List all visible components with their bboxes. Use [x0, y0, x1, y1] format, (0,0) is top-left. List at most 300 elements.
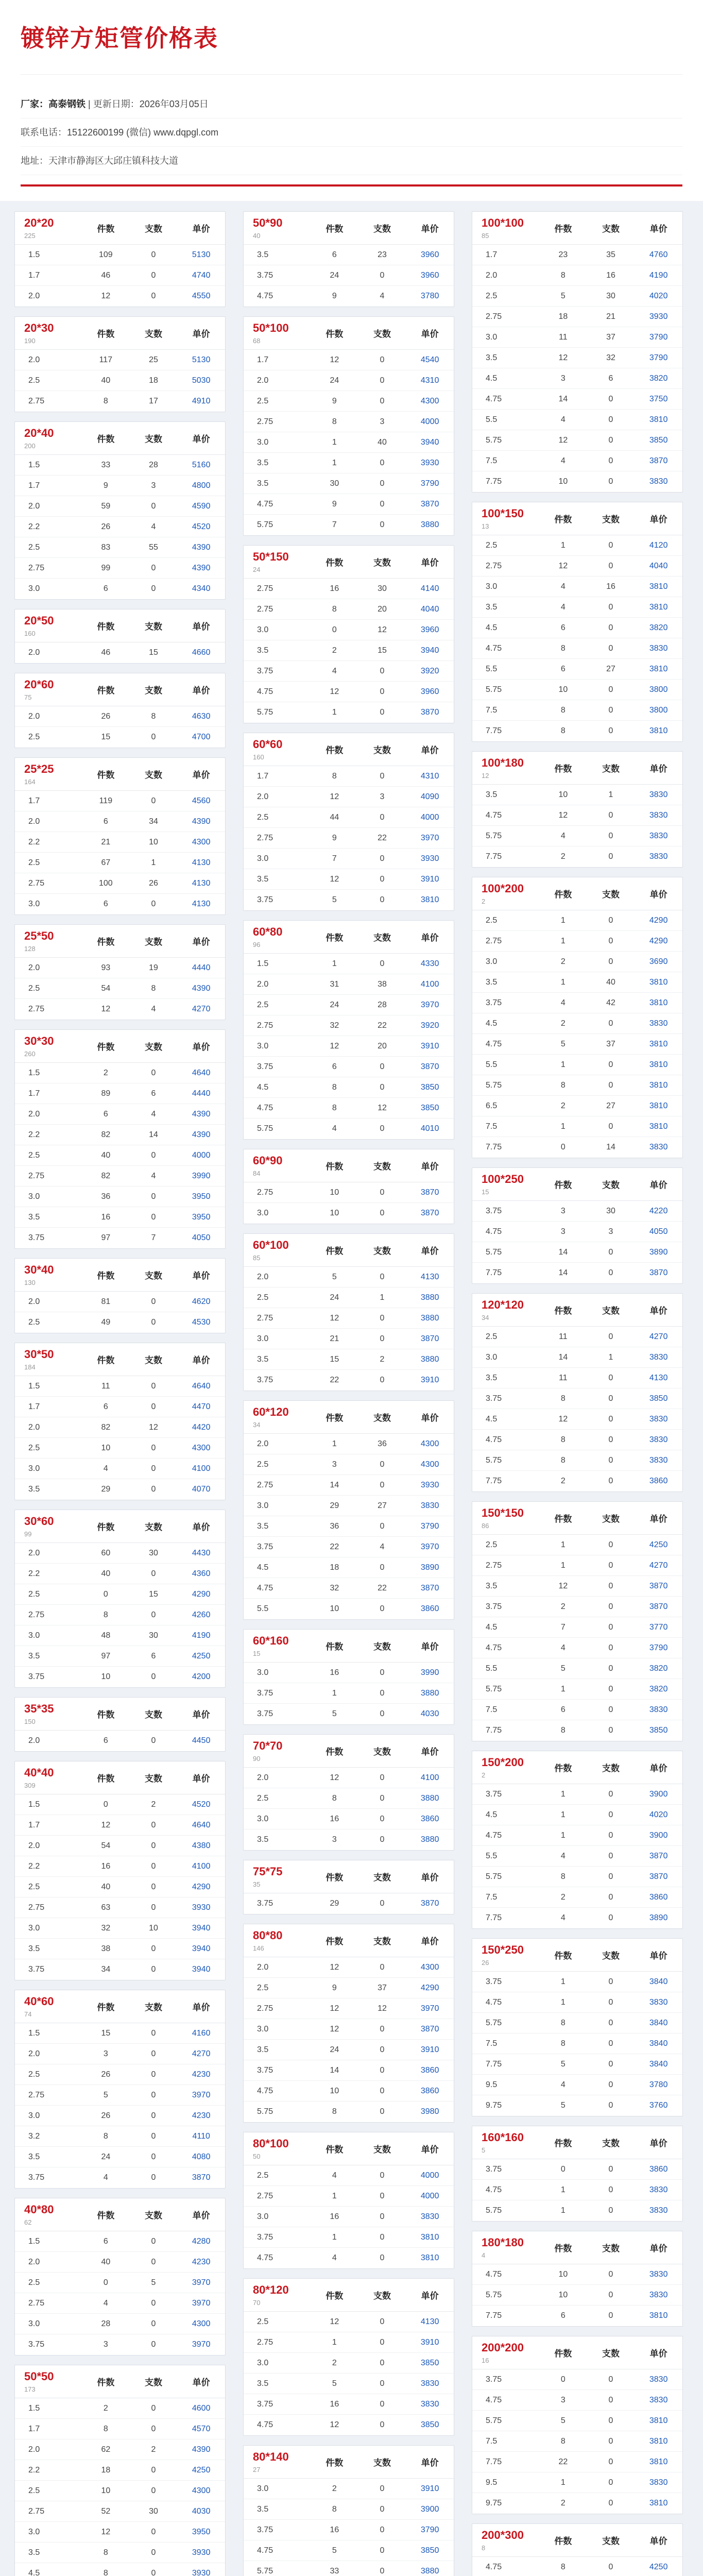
cell-price: 4390: [192, 2445, 211, 2454]
cell-branch: 23: [378, 250, 387, 259]
table-row: [244, 1454, 454, 1475]
cell-thickness: 1.5: [28, 1381, 40, 1391]
cell-branch: 8: [151, 711, 156, 721]
cell-thickness: 4.75: [486, 1039, 502, 1048]
cell-thickness: 3.75: [28, 2340, 45, 2349]
cell-price: 3930: [420, 854, 439, 863]
cell-thickness: 3.5: [486, 790, 498, 799]
manufacturer-label: 厂家：: [21, 99, 48, 109]
cell-price: 3940: [192, 1965, 211, 1974]
cell-branch: 0: [380, 2566, 385, 2575]
table-row: [244, 890, 454, 910]
spec-size: 80*80: [253, 1929, 283, 1942]
cell-branch: 1: [380, 1293, 385, 1302]
cell-thickness: 1.5: [28, 2403, 40, 2413]
cell-price: 3930: [192, 2548, 211, 2557]
cell-price: 3930: [420, 458, 439, 467]
cell-price: 4640: [192, 1820, 211, 1829]
header-count: 件数: [554, 2244, 572, 2253]
cell-branch: 0: [608, 705, 613, 715]
cell-branch: 3: [608, 1227, 613, 1236]
cell-branch: 0: [151, 501, 156, 511]
cell-branch: 0: [608, 540, 613, 550]
cell-branch: 0: [151, 1402, 156, 1411]
table-row: [244, 2353, 454, 2374]
cell-count: 18: [330, 1563, 339, 1572]
spec-size: 100*100: [482, 216, 524, 229]
table-row: [472, 2095, 682, 2116]
table-row: [472, 2369, 682, 2390]
cell-price: 4910: [192, 397, 211, 405]
cell-branch: 14: [606, 1143, 615, 1151]
header-count: 件数: [325, 1413, 344, 1423]
spec-count: 90: [253, 1755, 261, 1762]
table-row: [244, 995, 454, 1015]
cell-price: 3850: [649, 435, 668, 445]
cell-count: 4: [332, 1124, 337, 1133]
cell-price: 3810: [649, 1101, 668, 1110]
header-count: 件数: [325, 2145, 344, 2155]
header-price: 单价: [649, 1514, 667, 1524]
cell-thickness: 4.75: [486, 643, 502, 653]
cell-branch: 0: [151, 2028, 156, 2038]
cell-price: 3810: [649, 664, 668, 673]
table-row: [15, 558, 225, 579]
cell-price: 4590: [192, 501, 211, 511]
cell-count: 22: [330, 1376, 339, 1384]
table-row: [244, 974, 454, 995]
table-row: [472, 2075, 682, 2095]
contact-phone[interactable]: 联系电话：15122600199 (微信) www.dqpgl.com: [21, 127, 219, 138]
cell-thickness: 1.7: [28, 1402, 40, 1411]
table-row: [244, 2561, 454, 2576]
cell-price: 4310: [420, 376, 439, 385]
cell-count: 12: [558, 435, 568, 445]
cell-branch: 0: [608, 810, 613, 820]
cell-thickness: 5.75: [486, 1080, 502, 1090]
table-row: [472, 1137, 682, 1158]
cell-branch: 27: [606, 664, 615, 673]
spec-size: 30*30: [24, 1035, 54, 1047]
header-count: 件数: [554, 1951, 572, 1961]
cell-price: 4390: [192, 984, 211, 993]
cell-price: 4130: [192, 900, 211, 908]
cell-branch: 0: [151, 2090, 156, 2099]
cell-price: 4000: [192, 1150, 211, 1160]
spec-card-header: [15, 317, 225, 350]
table-row: [472, 1096, 682, 1116]
table-row: [15, 1564, 225, 1584]
header-branch: 支数: [145, 224, 162, 234]
cell-count: 8: [103, 397, 108, 405]
table-row: [244, 2207, 454, 2227]
spec-card-header: [472, 752, 682, 785]
cell-thickness: 3.0: [28, 1192, 40, 1201]
cell-price: 3930: [649, 312, 668, 321]
spec-card: [472, 751, 683, 868]
cell-price: 5160: [192, 460, 211, 469]
cell-thickness: 3.5: [257, 2379, 269, 2388]
spec-card: [14, 2365, 226, 2576]
spec-card: [14, 1510, 226, 1688]
header-count: 件数: [325, 1747, 344, 1757]
cell-thickness: 3.2: [28, 2131, 40, 2141]
cell-count: 40: [101, 1882, 111, 1891]
table-row: [244, 2415, 454, 2435]
cell-count: 18: [558, 312, 568, 321]
table-row: [244, 620, 454, 640]
cell-branch: 36: [378, 1439, 387, 1448]
cell-thickness: 7.75: [486, 1143, 502, 1151]
cell-count: 8: [332, 1082, 337, 1092]
table-row: [472, 2013, 682, 2033]
cell-branch: 0: [380, 2399, 385, 2409]
table-row: [15, 2501, 225, 2522]
cell-price: 4000: [420, 2191, 439, 2200]
cell-count: 0: [103, 1800, 108, 1809]
cell-branch: 0: [608, 1643, 613, 1652]
table-row: [472, 1327, 682, 1347]
cell-thickness: 2.5: [486, 1540, 498, 1549]
table-row: [244, 766, 454, 787]
cell-price: 3830: [649, 2290, 668, 2299]
spec-count: 184: [24, 1363, 36, 1371]
header-count: 件数: [554, 764, 572, 774]
cell-count: 5: [560, 1664, 565, 1673]
cell-branch: 0: [151, 1841, 156, 1850]
table-row: [15, 1166, 225, 1187]
table-row: [244, 286, 454, 307]
cell-branch: 0: [380, 1480, 385, 1489]
cell-branch: 0: [380, 2024, 385, 2033]
cell-price: 4290: [192, 1882, 211, 1891]
cell-thickness: 7.75: [486, 1477, 502, 1485]
spec-count: 34: [253, 1421, 261, 1429]
cell-branch: 0: [608, 1622, 613, 1632]
cell-thickness: 2.75: [28, 878, 45, 888]
address: 地址：天津市静海区大邱庄镇科技大道: [21, 156, 178, 166]
cell-branch: 38: [378, 979, 387, 989]
cell-count: 33: [330, 2566, 339, 2575]
cell-branch: 0: [151, 2070, 156, 2079]
cell-thickness: 2.75: [28, 563, 45, 572]
cell-count: 8: [103, 2424, 108, 2433]
cell-thickness: 2.75: [28, 2298, 45, 2308]
table-row: [472, 1430, 682, 1450]
cell-thickness: 2.5: [486, 291, 498, 300]
spec-label: [15, 321, 82, 345]
table-row: [15, 496, 225, 517]
cell-count: 0: [332, 625, 337, 634]
header-branch: 支数: [602, 1764, 620, 1773]
cell-thickness: 6.5: [486, 1101, 498, 1110]
header-price: 单价: [649, 2139, 667, 2148]
cell-branch: 0: [608, 1540, 613, 1549]
spec-card-header: [244, 733, 454, 766]
cell-thickness: 2.75: [28, 2506, 45, 2516]
cell-price: 3990: [420, 1668, 439, 1677]
table-row: [244, 1557, 454, 1578]
header-count: 件数: [97, 1522, 115, 1532]
cell-thickness: 7.75: [486, 1268, 502, 1277]
spec-card-header: [472, 2336, 682, 2369]
page-title: 镀锌方矩管价格表: [21, 25, 218, 52]
cell-branch: 0: [608, 1997, 613, 2007]
cell-thickness: 2.0: [28, 1422, 40, 1432]
cell-count: 5: [332, 1709, 337, 1718]
cell-count: 21: [330, 1334, 339, 1343]
cell-price: 4050: [192, 1233, 211, 1242]
cell-branch: 0: [151, 2319, 156, 2328]
cell-thickness: 5.75: [486, 435, 502, 445]
table-row: [15, 1187, 225, 1207]
cell-thickness: 3.75: [28, 1965, 45, 1974]
table-row: [244, 661, 454, 682]
cell-thickness: 5.75: [257, 1124, 273, 1133]
cell-count: 2: [103, 1068, 108, 1077]
cell-thickness: 3.0: [486, 957, 498, 966]
cell-count: 7: [560, 1622, 565, 1632]
cell-price: 3810: [649, 977, 668, 987]
cell-price: 5130: [192, 355, 211, 364]
cell-branch: 3: [151, 481, 156, 490]
cell-thickness: 2.5: [257, 1460, 269, 1469]
table-row: [244, 2479, 454, 2499]
cell-thickness: 3.0: [28, 1631, 40, 1640]
cell-branch: 22: [378, 1021, 387, 1030]
cell-price: 3850: [420, 1103, 439, 1112]
table-row: [472, 1034, 682, 1055]
header-price: 单价: [421, 2458, 439, 2468]
cell-price: 3810: [649, 726, 668, 735]
header-count: 件数: [554, 515, 572, 524]
spec-card-header: [472, 1168, 682, 1201]
header-price: 单价: [421, 2145, 439, 2155]
cell-count: 24: [330, 1293, 339, 1302]
cell-count: 18: [101, 2465, 111, 2475]
table-row: [472, 2264, 682, 2285]
cell-thickness: 2.2: [28, 2465, 40, 2475]
cell-thickness: 4.5: [486, 1810, 498, 1819]
cell-count: 5: [560, 291, 565, 300]
cell-branch: 15: [378, 646, 387, 655]
cell-thickness: 4.75: [257, 292, 273, 300]
spec-card: [243, 1149, 454, 1224]
cell-count: 4: [560, 831, 565, 840]
cell-price: 3780: [649, 2080, 668, 2089]
cell-count: 16: [330, 584, 339, 593]
cell-branch: 0: [151, 1192, 156, 1201]
table-row: [244, 599, 454, 620]
cell-branch: 7: [151, 1233, 156, 1242]
cell-price: 3890: [420, 1563, 439, 1572]
cell-count: 4: [560, 1913, 565, 1922]
table-row: [244, 1768, 454, 1788]
spec-count: 24: [253, 566, 261, 573]
cell-thickness: 9.75: [486, 2101, 502, 2110]
cell-count: 0: [560, 1143, 565, 1151]
cell-price: 3830: [649, 1435, 668, 1444]
cell-price: 3810: [649, 1122, 668, 1131]
cell-count: 1: [560, 1831, 565, 1840]
table-row: [472, 721, 682, 741]
cell-count: 63: [101, 1903, 111, 1912]
cell-branch: 0: [380, 1124, 385, 1133]
cell-branch: 55: [149, 543, 158, 552]
cell-count: 1: [560, 1997, 565, 2007]
cell-count: 24: [101, 2152, 111, 2161]
cell-thickness: 2.5: [28, 1150, 40, 1160]
spec-count: 96: [253, 941, 261, 948]
cell-price: 4620: [192, 1297, 211, 1306]
cell-thickness: 3.5: [486, 1581, 498, 1590]
cell-thickness: 2.5: [257, 2171, 269, 2180]
table-row: [244, 370, 454, 391]
cell-thickness: 2.2: [28, 1861, 40, 1871]
table-row: [472, 307, 682, 327]
cell-count: 6: [103, 2236, 108, 2246]
spec-count: 130: [24, 1279, 36, 1286]
cell-price: 3960: [420, 687, 439, 696]
cell-price: 3800: [649, 705, 668, 715]
cell-branch: 34: [149, 817, 158, 826]
cell-thickness: 9.5: [486, 2080, 498, 2089]
cell-branch: 30: [378, 584, 387, 593]
table-row: [244, 1578, 454, 1599]
cell-branch: 30: [149, 1631, 158, 1640]
cell-thickness: 2.5: [28, 1443, 40, 1452]
cell-thickness: 4.5: [257, 1563, 269, 1572]
cell-branch: 0: [380, 1773, 385, 1782]
spec-label: [472, 756, 539, 779]
spec-card: [14, 757, 226, 915]
cell-count: 4: [560, 1851, 565, 1860]
spec-size: 180*180: [482, 2236, 524, 2249]
cell-branch: 2: [380, 1354, 385, 1364]
table-row: [15, 1731, 225, 1751]
table-row: [15, 2023, 225, 2044]
cell-thickness: 2.0: [257, 1962, 269, 1972]
cell-branch: 0: [151, 2111, 156, 2120]
cell-branch: 0: [608, 1872, 613, 1881]
cell-branch: 0: [608, 1455, 613, 1465]
cell-thickness: 2.5: [28, 1318, 40, 1327]
header-price: 单价: [192, 937, 210, 947]
header-branch: 支数: [373, 1642, 391, 1652]
spec-card: [14, 673, 226, 748]
cell-branch: 0: [380, 1793, 385, 1803]
cell-price: 4700: [192, 733, 211, 741]
cell-thickness: 5.5: [486, 1060, 498, 1069]
cell-count: 15: [101, 2028, 111, 2038]
cell-thickness: 4.75: [257, 687, 273, 696]
cell-branch: 0: [151, 1882, 156, 1891]
cell-count: 10: [558, 477, 568, 486]
cell-thickness: 2.2: [28, 1569, 40, 1578]
cell-count: 8: [332, 1103, 337, 1112]
cell-price: 3810: [649, 2457, 668, 2466]
cell-price: 4520: [192, 1800, 211, 1809]
table-row: [472, 952, 682, 972]
cell-price: 4030: [192, 2506, 211, 2516]
spec-card-header: [244, 1630, 454, 1663]
table-row: [15, 1877, 225, 1897]
cell-branch: 0: [608, 2185, 613, 2194]
header-price: 单价: [649, 224, 667, 234]
cell-branch: 0: [380, 2525, 385, 2534]
spec-size: 40*60: [24, 1995, 54, 2008]
header-branch: 支数: [602, 764, 620, 774]
cell-thickness: 5.75: [486, 1684, 502, 1693]
table-row: [15, 832, 225, 853]
cell-price: 3810: [649, 602, 668, 612]
cell-thickness: 3.75: [257, 1062, 273, 1071]
header-price: 单价: [192, 1774, 210, 1784]
header-price: 单价: [192, 2003, 210, 2012]
header-count: 件数: [554, 1306, 572, 1316]
spec-label: [472, 507, 539, 530]
table-row: [244, 515, 454, 535]
spec-card: [14, 1761, 226, 1980]
cell-count: 8: [560, 726, 565, 735]
table-row: [244, 2248, 454, 2268]
cell-branch: 15: [149, 648, 158, 657]
cell-count: 40: [101, 1569, 111, 1578]
cell-count: 12: [330, 792, 339, 801]
cell-thickness: 7.75: [486, 2457, 502, 2466]
table-row: [244, 849, 454, 869]
cell-thickness: 7.75: [486, 1913, 502, 1922]
header-branch: 支数: [145, 1355, 162, 1365]
spec-size: 70*70: [253, 1739, 283, 1752]
cell-branch: 0: [151, 2152, 156, 2161]
cell-count: 12: [330, 874, 339, 884]
header-branch: 支数: [602, 2536, 620, 2546]
cell-thickness: 1.5: [28, 250, 40, 259]
cell-thickness: 4.5: [486, 374, 498, 383]
header-count: 件数: [554, 2139, 572, 2148]
cell-price: 3960: [420, 270, 439, 280]
table-row: [15, 245, 225, 265]
table-row: [15, 873, 225, 894]
cell-count: 12: [558, 561, 568, 570]
table-row: [244, 1537, 454, 1557]
table-row: [15, 1228, 225, 1248]
table-row: [472, 1347, 682, 1368]
cell-price: 3870: [420, 1188, 439, 1197]
cell-count: 26: [101, 2111, 111, 2120]
table-row: [15, 1417, 225, 1438]
cell-thickness: 5.75: [257, 2566, 273, 2575]
cell-branch: 0: [151, 2049, 156, 2058]
header-price: 单价: [192, 329, 210, 339]
update-date: | 更新日期：2026年03月05日: [88, 99, 209, 109]
cell-thickness: 7.75: [486, 477, 502, 486]
cell-count: 54: [101, 984, 111, 993]
cell-thickness: 5.75: [486, 2416, 502, 2425]
cell-branch: 0: [380, 270, 385, 280]
cell-count: 8: [560, 1726, 565, 1735]
cell-branch: 0: [608, 456, 613, 465]
cell-price: 3850: [649, 1394, 668, 1403]
cell-count: 117: [99, 355, 113, 364]
cell-price: 3820: [649, 1684, 668, 1693]
spec-card-header: [15, 673, 225, 706]
cell-count: 10: [558, 2290, 568, 2299]
table-row: [15, 1584, 225, 1605]
header-price: 单价: [192, 686, 210, 696]
cell-branch: 27: [378, 1501, 387, 1510]
